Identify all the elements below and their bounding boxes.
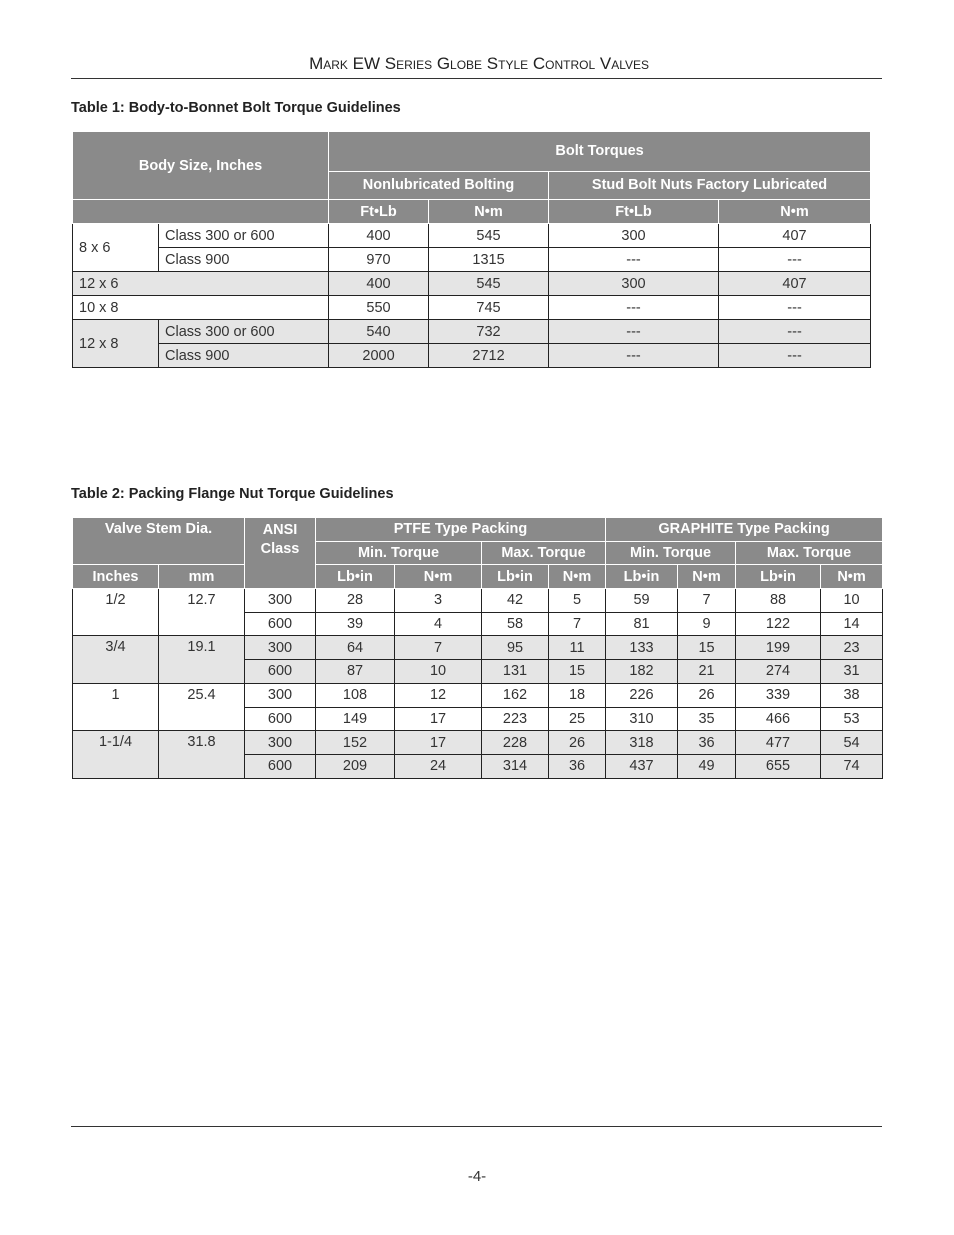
cell-value: 95 — [482, 636, 549, 660]
cell-value: 466 — [736, 707, 821, 731]
header-nm: N•m — [821, 565, 883, 589]
page-number: -4- — [467, 1168, 487, 1185]
cell-value: 26 — [549, 731, 606, 755]
header-nm: N•m — [549, 565, 606, 589]
cell-class: 300 — [245, 731, 316, 755]
cell-mm: 25.4 — [159, 683, 245, 730]
cell-value: 14 — [821, 612, 883, 636]
cell-value: 21 — [678, 660, 736, 684]
cell-value: 477 — [736, 731, 821, 755]
cell-value: --- — [719, 320, 871, 344]
cell-class: Class 300 or 600 — [159, 320, 329, 344]
cell-value: 11 — [549, 636, 606, 660]
cell-value: --- — [719, 248, 871, 272]
cell-value: 550 — [329, 296, 429, 320]
cell-value: 7 — [549, 612, 606, 636]
cell-value: --- — [549, 344, 719, 368]
cell-value: 15 — [678, 636, 736, 660]
cell-value: 59 — [606, 589, 678, 613]
cell-value: 10 — [821, 589, 883, 613]
cell-value: 74 — [821, 754, 883, 778]
header-body-size: Body Size, Inches — [73, 132, 329, 200]
cell-value: 24 — [395, 754, 482, 778]
packing-torque-table — [72, 517, 883, 779]
header-lbin: Lb•in — [316, 565, 395, 589]
cell-value: 23 — [821, 636, 883, 660]
cell-value: 162 — [482, 683, 549, 707]
header-nm: N•m — [719, 200, 871, 224]
cell-value: 318 — [606, 731, 678, 755]
header-blank — [73, 200, 329, 224]
cell-class: 300 — [245, 683, 316, 707]
cell-value: --- — [549, 296, 719, 320]
cell-value: 274 — [736, 660, 821, 684]
header-graphite: GRAPHITE Type Packing — [606, 518, 883, 542]
cell-value: --- — [549, 248, 719, 272]
cell-value: 4 — [395, 612, 482, 636]
cell-value: 300 — [549, 224, 719, 248]
cell-value: 133 — [606, 636, 678, 660]
cell-value: 310 — [606, 707, 678, 731]
table-row — [73, 320, 871, 344]
cell-inches: 1/2 — [73, 589, 159, 636]
table-row — [73, 344, 871, 368]
cell-value: 540 — [329, 320, 429, 344]
cell-value: 64 — [316, 636, 395, 660]
cell-value: 400 — [329, 272, 429, 296]
cell-value: 131 — [482, 660, 549, 684]
cell-value: --- — [549, 320, 719, 344]
document-header-title: Mark EW Series Globe Style Control Valves — [309, 54, 649, 73]
table-row — [73, 224, 871, 248]
header-valve-stem: Valve Stem Dia. — [73, 518, 245, 565]
cell-value: 545 — [429, 224, 549, 248]
header-ansi: ANSI — [262, 522, 298, 538]
cell-value: 39 — [316, 612, 395, 636]
header-lubricated: Stud Bolt Nuts Factory Lubricated — [549, 171, 871, 199]
cell-value: 7 — [678, 589, 736, 613]
cell-value: 655 — [736, 754, 821, 778]
header-max-torque: Max. Torque — [736, 541, 883, 565]
cell-value: 17 — [395, 731, 482, 755]
cell-value: 1315 — [429, 248, 549, 272]
cell-value: 81 — [606, 612, 678, 636]
cell-value: 437 — [606, 754, 678, 778]
cell-inches: 3/4 — [73, 636, 159, 683]
cell-value: 199 — [736, 636, 821, 660]
cell-value: 745 — [429, 296, 549, 320]
cell-value: 88 — [736, 589, 821, 613]
cell-value: 400 — [329, 224, 429, 248]
cell-value: 7 — [395, 636, 482, 660]
header-nonlubricated: Nonlubricated Bolting — [329, 171, 549, 199]
cell-value: 28 — [316, 589, 395, 613]
header-ptfe: PTFE Type Packing — [316, 518, 606, 542]
cell-value: 149 — [316, 707, 395, 731]
cell-value: 339 — [736, 683, 821, 707]
cell-value: 970 — [329, 248, 429, 272]
cell-value: 54 — [821, 731, 883, 755]
table-row — [73, 731, 883, 755]
cell-value: 17 — [395, 707, 482, 731]
header-ftlb: Ft•Lb — [549, 200, 719, 224]
cell-value: 2000 — [329, 344, 429, 368]
header-bolt-torques: Bolt Torques — [329, 132, 871, 172]
cell-value: 38 — [821, 683, 883, 707]
cell-size: 12 x 6 — [73, 272, 329, 296]
header-rule — [71, 78, 882, 79]
cell-inches: 1 — [73, 683, 159, 730]
cell-value: 12 — [395, 683, 482, 707]
cell-class: Class 300 or 600 — [159, 224, 329, 248]
cell-class: 600 — [245, 612, 316, 636]
header-ansi-class — [245, 518, 316, 589]
header-inches: Inches — [73, 565, 159, 589]
cell-value: 36 — [549, 754, 606, 778]
bolt-torque-table — [72, 131, 871, 368]
cell-value: 18 — [549, 683, 606, 707]
cell-size: 10 x 8 — [73, 296, 329, 320]
cell-value: --- — [719, 296, 871, 320]
table-row — [73, 296, 871, 320]
cell-class: 600 — [245, 707, 316, 731]
header-lbin: Lb•in — [736, 565, 821, 589]
table-row — [73, 683, 883, 707]
cell-class: 300 — [245, 589, 316, 613]
cell-value: 545 — [429, 272, 549, 296]
cell-mm: 31.8 — [159, 731, 245, 778]
cell-value: 36 — [678, 731, 736, 755]
cell-value: 35 — [678, 707, 736, 731]
cell-value: 152 — [316, 731, 395, 755]
table-row — [73, 589, 883, 613]
cell-value: 226 — [606, 683, 678, 707]
cell-value: 31 — [821, 660, 883, 684]
cell-class: 600 — [245, 754, 316, 778]
cell-value: 5 — [549, 589, 606, 613]
cell-value: 300 — [549, 272, 719, 296]
cell-value: 53 — [821, 707, 883, 731]
table-row — [73, 248, 871, 272]
cell-class: Class 900 — [159, 344, 329, 368]
cell-value: 42 — [482, 589, 549, 613]
cell-value: 87 — [316, 660, 395, 684]
cell-value: 407 — [719, 272, 871, 296]
cell-size: 12 x 8 — [73, 320, 159, 368]
cell-mm: 12.7 — [159, 589, 245, 636]
table-row — [73, 272, 871, 296]
cell-value: 314 — [482, 754, 549, 778]
cell-value: 10 — [395, 660, 482, 684]
header-min-torque: Min. Torque — [606, 541, 736, 565]
header-ftlb: Ft•Lb — [329, 200, 429, 224]
cell-value: 58 — [482, 612, 549, 636]
cell-value: 228 — [482, 731, 549, 755]
cell-mm: 19.1 — [159, 636, 245, 683]
header-max-torque: Max. Torque — [482, 541, 606, 565]
header-class: Class — [260, 541, 300, 557]
cell-value: 3 — [395, 589, 482, 613]
header-nm: N•m — [678, 565, 736, 589]
cell-value: 182 — [606, 660, 678, 684]
table1-caption: Table 1: Body-to-Bonnet Bolt Torque Guidelines — [71, 100, 401, 116]
header-nm: N•m — [429, 200, 549, 224]
table2-caption: Table 2: Packing Flange Nut Torque Guidelines — [71, 486, 394, 502]
header-min-torque: Min. Torque — [316, 541, 482, 565]
cell-class: 300 — [245, 636, 316, 660]
cell-value: 25 — [549, 707, 606, 731]
cell-value: 209 — [316, 754, 395, 778]
cell-value: 2712 — [429, 344, 549, 368]
footer-rule — [71, 1126, 882, 1127]
table-row — [73, 636, 883, 660]
cell-value: 15 — [549, 660, 606, 684]
header-nm: N•m — [395, 565, 482, 589]
cell-size: 8 x 6 — [73, 224, 159, 272]
header-mm: mm — [159, 565, 245, 589]
cell-value: 122 — [736, 612, 821, 636]
cell-inches: 1-1/4 — [73, 731, 159, 778]
header-lbin: Lb•in — [482, 565, 549, 589]
cell-value: 26 — [678, 683, 736, 707]
cell-class: Class 900 — [159, 248, 329, 272]
cell-value: 9 — [678, 612, 736, 636]
cell-value: 407 — [719, 224, 871, 248]
cell-value: 108 — [316, 683, 395, 707]
cell-value: 732 — [429, 320, 549, 344]
cell-value: 223 — [482, 707, 549, 731]
cell-value: 49 — [678, 754, 736, 778]
cell-class: 600 — [245, 660, 316, 684]
cell-value: --- — [719, 344, 871, 368]
header-lbin: Lb•in — [606, 565, 678, 589]
